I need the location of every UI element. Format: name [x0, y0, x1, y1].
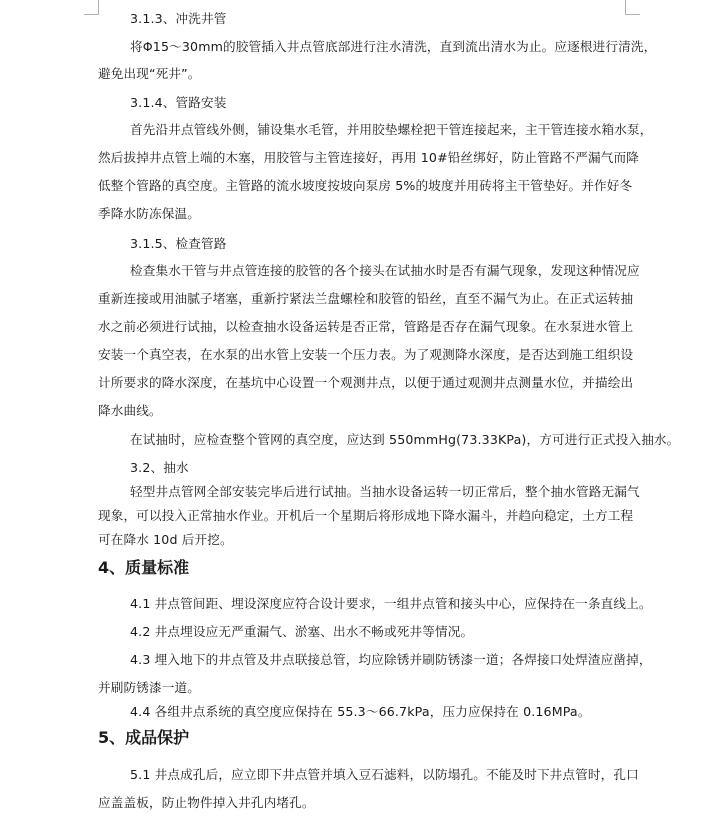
paragraph-line: 首先沿井点管线外侧，铺设集水毛管，并用胶垫螺栓把干管连接起来，主干管连接水箱水泵， [130, 122, 653, 137]
paragraph-line: 轻型井点管网全部安装完毕后进行试抽。当抽水设备运转一切正常后，整个抽水管路无漏气 [130, 484, 640, 499]
paragraph-line: 可在降水 10d 后开挖。 [98, 532, 233, 547]
paragraph-line: 水之前必须进行试抽，以检查抽水设备运转是否正常，管路是否存在漏气现象。在水泵进水管上 [98, 319, 634, 334]
paragraph-line: 5.1 井点成孔后，应立即下井点管并填入豆石滤料，以防塌孔。不能及时下井点管时，孔口 [130, 767, 639, 782]
paragraph-line: 在试抽时，应检查整个管网的真空度，应达到 550mmHg(73.33KPa)，方可进行正式投入抽水。 [130, 432, 680, 447]
paragraph-line: 4.3 埋入地下的井点管及井点联接总管，均应除锈并刷防锈漆一道；各焊接口处焊渣应凿掉， [130, 652, 652, 667]
page-corner-mark-left [84, 0, 99, 15]
paragraph-line: 应盖盖板，防止物件掉入井孔内堵孔。 [98, 795, 315, 810]
paragraph-line: 并刷防锈漆一道。 [98, 680, 200, 695]
paragraph-line: 4.4 各组井点系统的真空度应保持在 55.3～66.7kPa，压力应保持在 0.16MPa。 [130, 704, 591, 719]
paragraph-line: 4.2 井点埋设应无严重漏气、淤塞、出水不畅或死井等情况。 [130, 624, 474, 639]
section-3-2-title: 3.2、抽水 [130, 460, 189, 475]
paragraph-line: 然后拔掉井点管上端的木塞，用胶管与主管连接好，再用 10#铅丝绑好，防止管路不严漏气而降 [98, 150, 639, 165]
page-corner-mark-right [625, 0, 640, 15]
paragraph-line: 计所要求的降水深度，在基坑中心设置一个观测井点，以便于通过观测井点测量水位，并描绘出 [98, 375, 634, 390]
section-3-1-3-title: 3.1.3、冲洗井管 [130, 11, 227, 26]
paragraph-line: 安装一个真空表，在水泵的出水管上安装一个压力表。为了观测降水深度，是否达到施工组织设 [98, 347, 634, 362]
paragraph-line: 将Φ15～30mm的胶管插入井点管底部进行注水清洗，直到流出清水为止。应逐根进行清洗， [130, 39, 657, 54]
paragraph-line: 低整个管路的真空度。主管路的流水坡度按坡向泵房 5%的坡度并用砖将主干管垫好。并作好冬 [98, 178, 633, 193]
paragraph-line: 重新连接或用油腻子堵塞，重新拧紧法兰盘螺栓和胶管的铅丝，直至不漏气为止。在正式运转抽 [98, 291, 634, 306]
heading-product-protection: 5、成品保护 [98, 728, 190, 747]
paragraph-line: 4.1 井点管间距、埋设深度应符合设计要求，一组井点管和接头中心，应保持在一条直线上。 [130, 596, 652, 611]
paragraph-line: 现象，可以投入正常抽水作业。开机后一个星期后将形成地下降水漏斗，并趋向稳定，土方工程 [98, 508, 634, 523]
paragraph-line: 避免出现“死井”。 [98, 66, 201, 81]
heading-quality-standard: 4、质量标准 [98, 558, 190, 577]
paragraph-line: 季降水防冻保温。 [98, 206, 200, 221]
paragraph-line: 检查集水干管与井点管连接的胶管的各个接头在试抽水时是否有漏气现象，发现这种情况应 [130, 263, 640, 278]
section-3-1-5-title: 3.1.5、检查管路 [130, 236, 227, 251]
section-3-1-4-title: 3.1.4、管路安装 [130, 95, 227, 110]
paragraph-line: 降水曲线。 [98, 403, 162, 418]
